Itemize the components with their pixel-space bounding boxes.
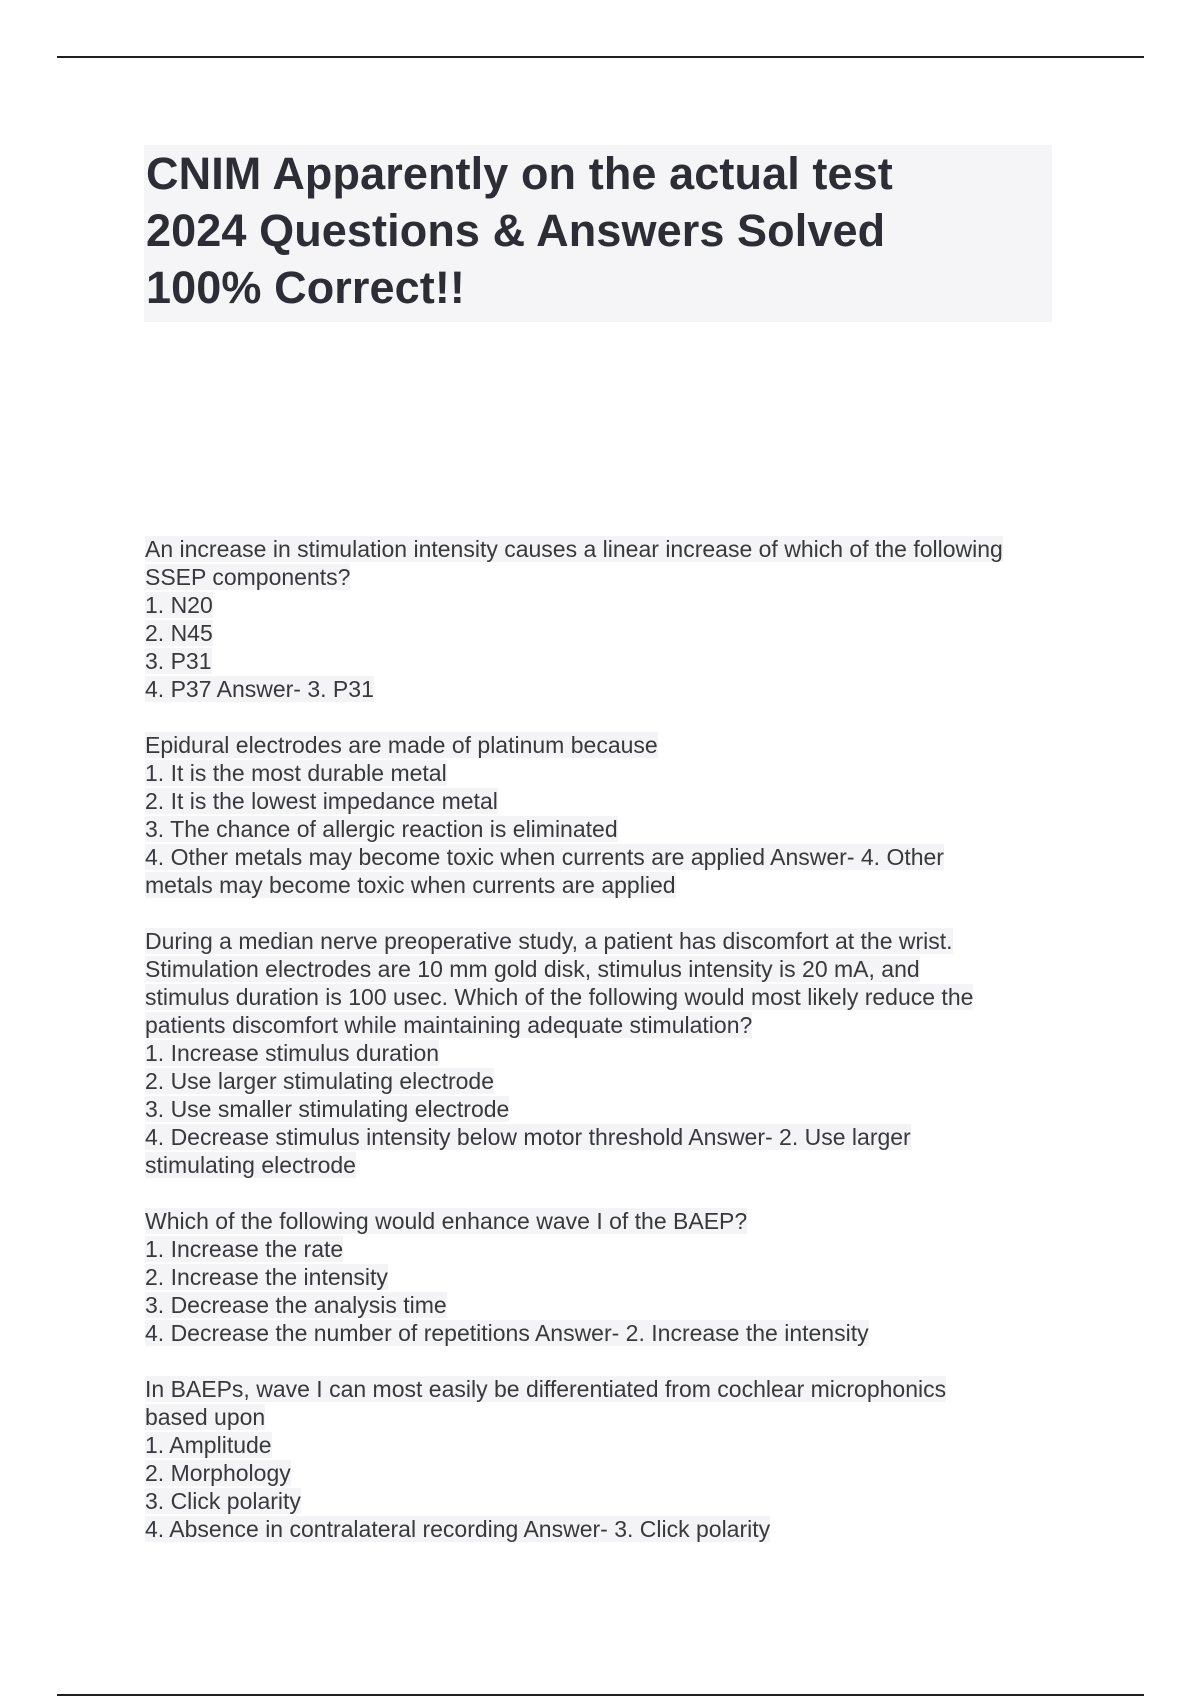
- qa-item-1: [145, 535, 1065, 703]
- option-4-with-answer: 4. Absence in contralateral recording Answer- 3. Click polarity: [145, 1516, 771, 1542]
- option-4-with-answer: 4. Decrease stimulus intensity below motor threshold Answer- 2. Use larger: [145, 1124, 911, 1150]
- question-line: During a median nerve preoperative study, a patient has discomfort at the wrist.: [145, 928, 953, 954]
- option-1: 1. Increase the rate: [145, 1236, 344, 1262]
- option-1: 1. Increase stimulus duration: [145, 1040, 440, 1066]
- question-line: stimulus duration is 100 usec. Which of the following would most likely reduce the: [145, 984, 974, 1010]
- question-line: SSEP components?: [145, 564, 351, 590]
- question-line: based upon: [145, 1404, 266, 1430]
- option-1: 1. Amplitude: [145, 1432, 272, 1458]
- option-2: 2. Increase the intensity: [145, 1264, 388, 1290]
- option-2: 2. Morphology: [145, 1460, 291, 1486]
- question-line: Stimulation electrodes are 10 mm gold disk, stimulus intensity is 20 mA, and: [145, 956, 920, 982]
- title-block: [144, 145, 1052, 322]
- option-4-with-answer: 4. Other metals may become toxic when currents are applied Answer- 4. Other: [145, 844, 944, 870]
- question-line: Epidural electrodes are made of platinum because: [145, 732, 658, 758]
- bottom-rule: [57, 1694, 1144, 1696]
- question-line: In BAEPs, wave I can most easily be differentiated from cochlear microphonics: [145, 1376, 947, 1402]
- qa-item-3: [145, 927, 1065, 1179]
- option-3: 3. Decrease the analysis time: [145, 1292, 447, 1318]
- question-line: patients discomfort while maintaining adequate stimulation?: [145, 1012, 753, 1038]
- option-2: 2. N45: [145, 620, 213, 646]
- qa-item-5: [145, 1375, 1065, 1543]
- question-line: Which of the following would enhance wave I of the BAEP?: [145, 1208, 748, 1234]
- answer-continuation: stimulating electrode: [145, 1152, 356, 1178]
- option-1: 1. It is the most durable metal: [145, 760, 447, 786]
- document-title: CNIM Apparently on the actual test 2024 Questions & Answers Solved 100% Correct!!: [146, 148, 893, 313]
- option-3: 3. Click polarity: [145, 1488, 301, 1514]
- qa-item-2: [145, 731, 1065, 899]
- top-rule: [57, 56, 1144, 58]
- option-4-with-answer: 4. Decrease the number of repetitions Answer- 2. Increase the intensity: [145, 1320, 869, 1346]
- qa-item-4: [145, 1207, 1065, 1347]
- option-4-with-answer: 4. P37 Answer- 3. P31: [145, 676, 374, 702]
- answer-continuation: metals may become toxic when currents are applied: [145, 872, 676, 898]
- option-2: 2. It is the lowest impedance metal: [145, 788, 498, 814]
- option-3: 3. P31: [145, 648, 212, 674]
- question-line: An increase in stimulation intensity causes a linear increase of which of the following: [145, 536, 1003, 562]
- option-1: 1. N20: [145, 592, 213, 618]
- option-3: 3. The chance of allergic reaction is eliminated: [145, 816, 618, 842]
- qa-content: [145, 535, 1065, 1571]
- option-2: 2. Use larger stimulating electrode: [145, 1068, 494, 1094]
- option-3: 3. Use smaller stimulating electrode: [145, 1096, 510, 1122]
